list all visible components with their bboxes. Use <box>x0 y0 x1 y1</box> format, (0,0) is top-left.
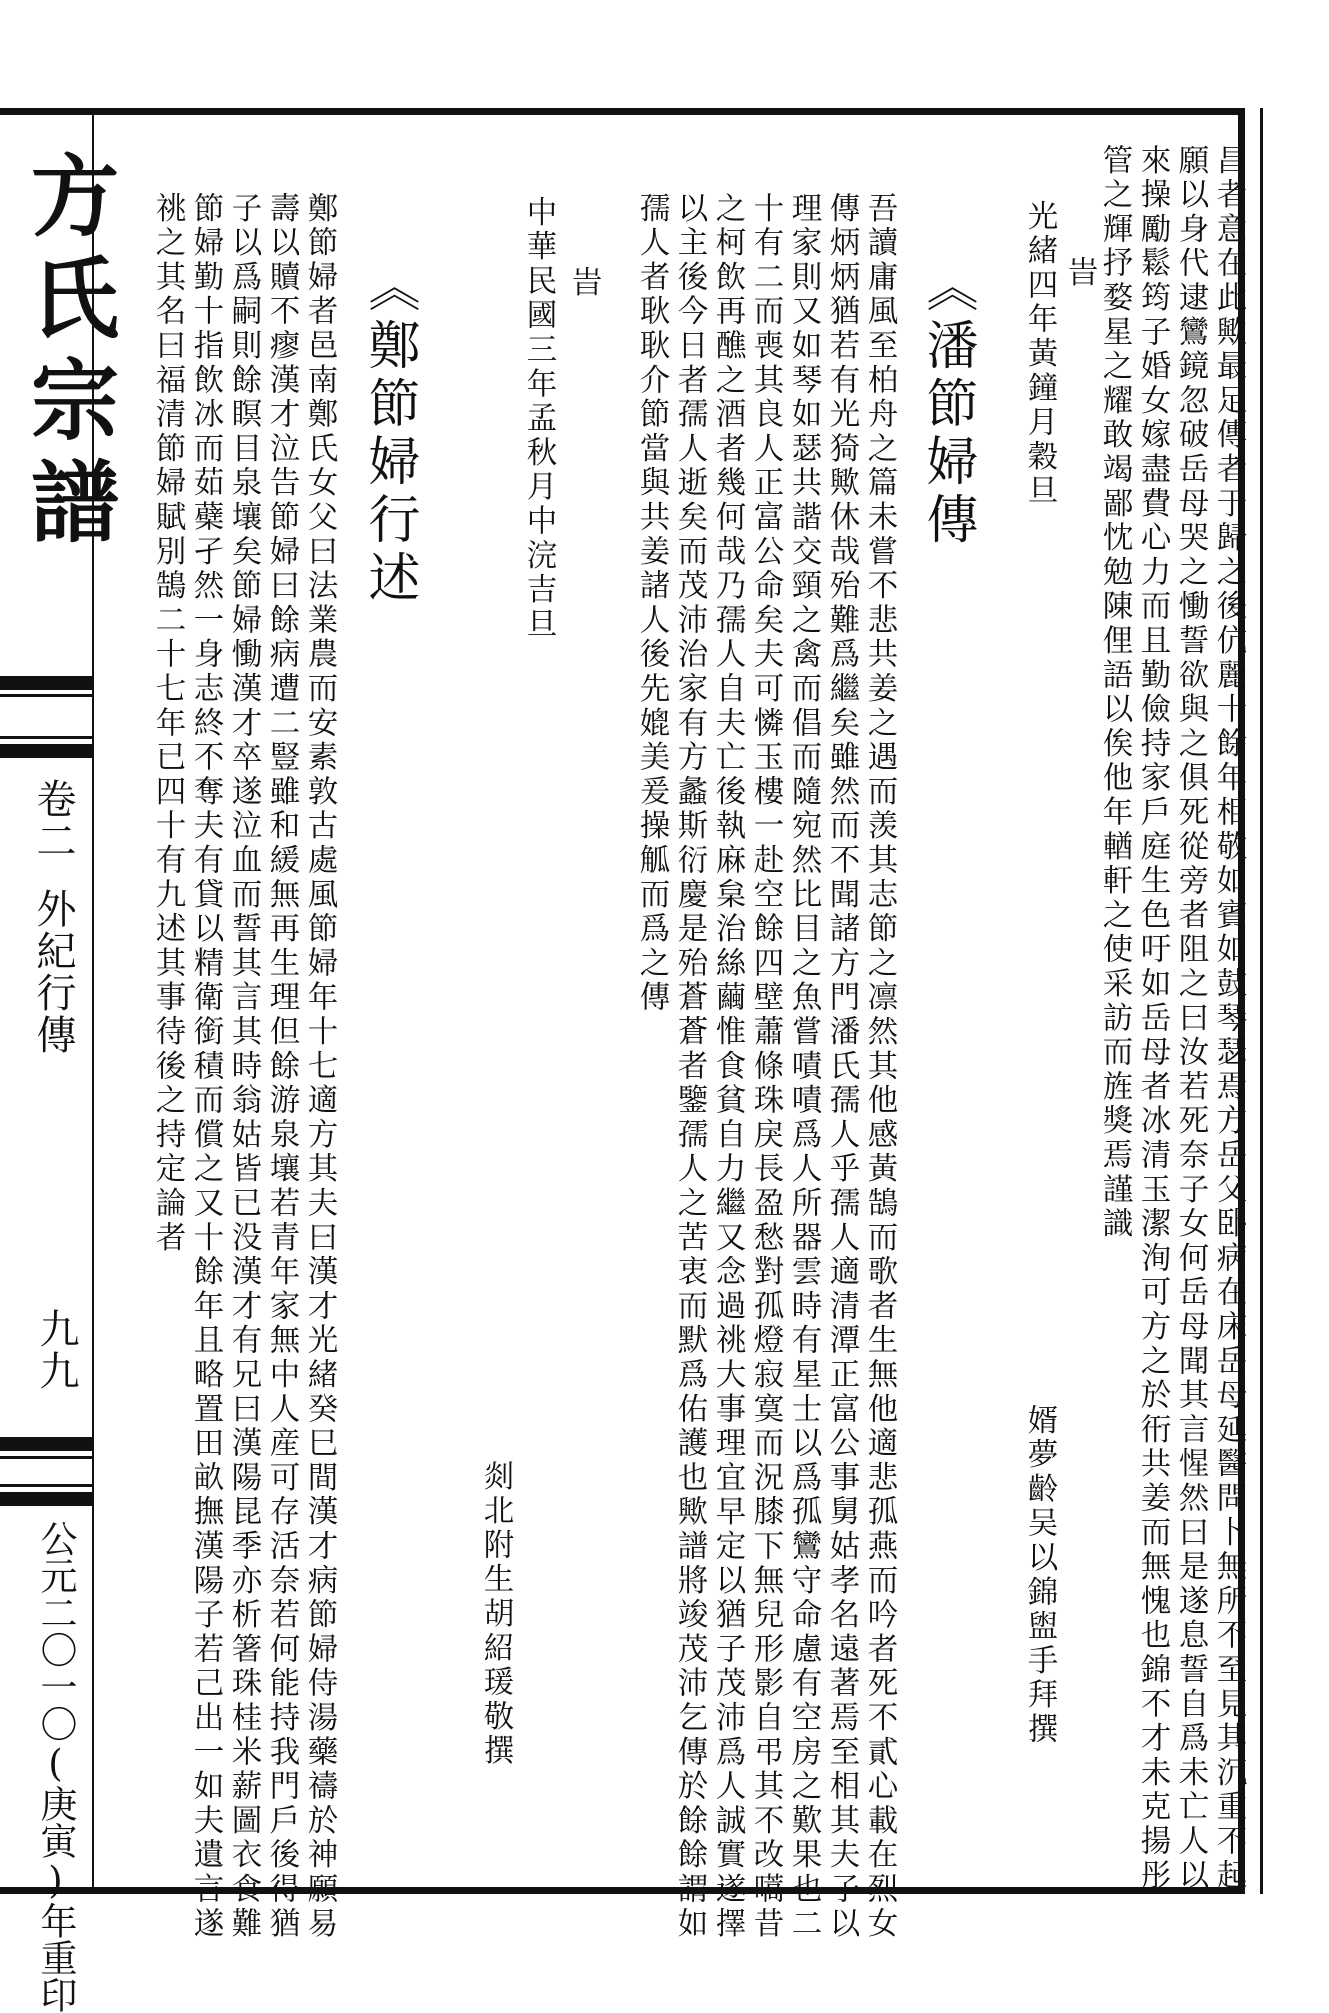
text-column: 祧之其名曰福清節婦賦別鵠二十七年已四十有九述其事待後之持定論者 <box>150 192 185 1256</box>
margin-band <box>0 694 92 697</box>
section-label: 外紀行傳 <box>30 888 76 1056</box>
preface-signature: 婿夢齡吴以錦盥手拜撰 <box>1022 1404 1057 1747</box>
text-column: 理家則又如琴如瑟共諧交頸之禽而倡而隨宛然比目之魚嘗嘖嘖爲人所器雲時有星士以爲孤鸞守命慮有空房之歎果也二 <box>786 192 821 1942</box>
frame-outer-rule <box>1260 108 1263 1894</box>
text-column: 十有二而喪其良人正富公命矣夫可憐玉樓一赴空餘四壁蕭條珠戾長盈愁對孤燈寂寞而況膝下無兒形影自弔其不改嚆昔 <box>748 192 783 1942</box>
preface-date: 光緒四年黃鐘月穀旦 <box>1022 200 1057 509</box>
reprint-note: 公元二〇一〇(庚寅)年重印 <box>34 1520 77 2013</box>
text-column: 子以爲嗣則餘瞑目泉壤矣節婦慟漢才卒遂泣血而誓其言其時翁姑皆已没漢才有兄曰漢陽昆季亦析箸珠桂米薪圖衣食難 <box>226 192 261 1942</box>
margin-band <box>0 1484 92 1487</box>
biography-signature: 剡北附生胡紹瑗敬撰 <box>478 1460 513 1769</box>
date-prefix: 旹 <box>566 266 601 301</box>
date-prefix: 旹 <box>1062 256 1097 291</box>
title-bracket-icon: 《 <box>917 260 977 318</box>
section-title: 《鄭節婦行述 <box>359 260 419 608</box>
margin-band <box>0 744 92 758</box>
text-column: 管之輝抒婺星之耀敢竭鄙忱勉陳俚語以俟他年輶軒之使采訪而旌獎焉謹識 <box>1097 144 1132 1242</box>
text-column: 節婦勤十指飲冰而茹蘗孑然一身志終不奪夫有貸以精衛銜積而償之又十餘年且略置田畝撫漢陽子若己出一如夫遺言遂 <box>188 192 223 1942</box>
text-column: 鄭節婦者邑南鄭氏女父曰法業農而安素敦古處風節婦年十七適方其夫曰漢才光緒癸巳間漢才病節婦侍湯藥禱於神願易 <box>302 192 337 1942</box>
margin-band <box>0 676 92 690</box>
margin-band <box>0 736 92 739</box>
text-column: 之柯飲再醮之酒者幾何哉乃孺人自夫亡後執麻枲治絲繭惟食貧自力繼又念過祧大事理宜早定以猶子茂沛爲人誠實遂擇 <box>710 192 745 1942</box>
text-column: 來操勵鬆筠子婚女嫁盡費心力而且勤儉持家戶庭生色吁如岳母者冰清玉潔洵可方之於衎共姜而無愧也錦不才未克揚彤 <box>1135 144 1170 1894</box>
margin-band <box>0 1492 92 1506</box>
text-column: 傳炳炳猶若有光猗歟休哉殆難爲繼矣雖然而不聞諸方門潘氏孺人乎孺人適清潭正富公事舅姑孝名遠著焉至相其夫子以 <box>824 192 859 1942</box>
text-column: 願以身代逮鸞鏡忽破岳母哭之慟誓欲與之俱死從旁者阻之曰汝若死奈子女何岳母聞其言惺然曰是遂息誓自爲未亡人以 <box>1173 144 1208 1894</box>
text-column: 以主後今日者孺人逝矣而茂沛治家有方蠡斯衍慶是殆蒼蒼者鑒孺人之苦衷而默爲佑護也歟譜將竣茂沛乞傳於餘餘謂如 <box>672 192 707 1942</box>
text-column: 昌者意在此歟最足傳者于歸之後伉麗十餘年相敬如賓如鼓琴瑟焉方岳父卧病在床岳母延醫問卜無所不至見其沉重不起 <box>1211 144 1246 1894</box>
title-bracket-icon: 《 <box>359 260 419 318</box>
section-title: 《潘節婦傳 <box>917 260 977 550</box>
text-column: 孺人者耿耿介節當與共姜諸人後先媲美爰操觚而爲之傳 <box>634 192 669 1016</box>
text-column: 吾讀庸風至柏舟之篇未嘗不悲共姜之遇而羡其志節之凛然其他感黃鵠而歌者生無他適悲孤燕而吟者死不貳心載在烈女 <box>862 192 897 1942</box>
volume-label: 卷二 <box>30 778 76 862</box>
book-title: 方氏宗譜 <box>17 150 121 558</box>
margin-band <box>0 1437 92 1451</box>
text-column: 壽以贖不瘳漢才泣告節婦曰餘病遭二豎雖和緩無再生理但餘游泉壤若青年家無中人産可存活奈若何能持我門戶後得猶 <box>264 192 299 1942</box>
page-number: 九九 <box>33 1308 79 1392</box>
biography-date: 中華民國三年孟秋月中浣吉旦 <box>521 196 556 642</box>
margin-band <box>0 1456 92 1459</box>
